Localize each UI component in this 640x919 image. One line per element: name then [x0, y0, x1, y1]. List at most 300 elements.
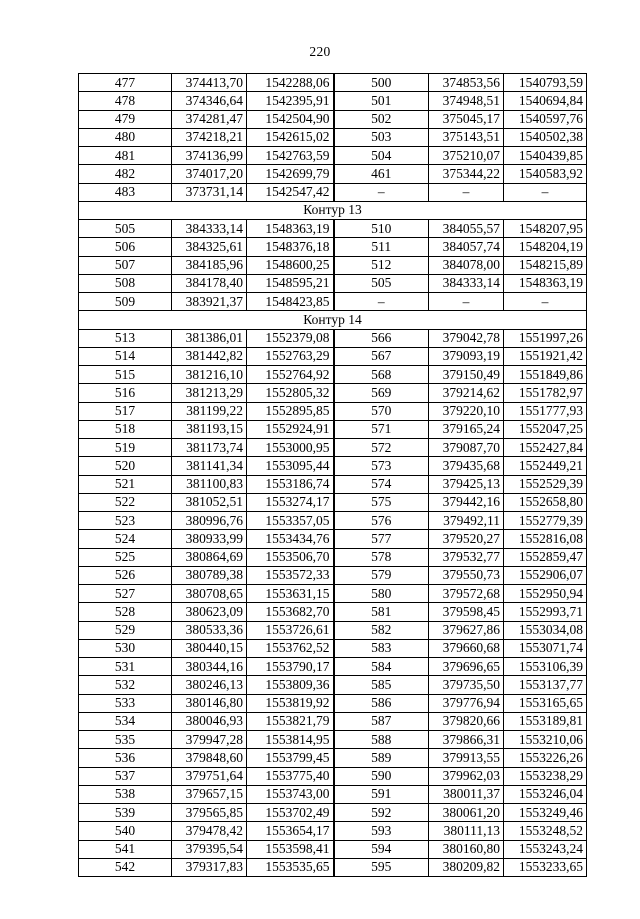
- x-coordinate-right: 379492,11: [429, 512, 504, 530]
- point-number-right: 585: [334, 676, 429, 694]
- x-coordinate-right: 379962,03: [429, 767, 504, 785]
- x-coordinate-right: 380209,82: [429, 858, 504, 876]
- point-number-right: 582: [334, 621, 429, 639]
- x-coordinate-left: 380864,69: [172, 548, 247, 566]
- table-row: [79, 840, 587, 858]
- table-row: [79, 165, 587, 183]
- point-number-right: 584: [334, 658, 429, 676]
- x-coordinate-right: 384333,14: [429, 274, 504, 292]
- point-number-right: 581: [334, 603, 429, 621]
- y-coordinate-left: 1542763,59: [247, 147, 334, 165]
- y-coordinate-left: 1552764,92: [247, 366, 334, 384]
- point-number-right: 572: [334, 439, 429, 457]
- x-coordinate-left: 374136,99: [172, 147, 247, 165]
- point-number-left: 518: [79, 420, 172, 438]
- y-coordinate-left: 1553799,45: [247, 749, 334, 767]
- table-row: [79, 785, 587, 803]
- x-coordinate-right: 379550,73: [429, 566, 504, 584]
- table-row: [79, 238, 587, 256]
- page-number: 220: [309, 44, 331, 59]
- x-coordinate-left: 380789,38: [172, 566, 247, 584]
- x-coordinate-left: 379395,54: [172, 840, 247, 858]
- y-coordinate-left: 1553274,17: [247, 493, 334, 511]
- point-number-left: 509: [79, 293, 172, 311]
- y-coordinate-left: 1542699,79: [247, 165, 334, 183]
- point-number-right: 576: [334, 512, 429, 530]
- point-number-left: 506: [79, 238, 172, 256]
- x-coordinate-right: 384078,00: [429, 256, 504, 274]
- point-number-left: 540: [79, 822, 172, 840]
- x-coordinate-left: 381100,83: [172, 475, 247, 493]
- y-coordinate-left: 1553535,65: [247, 858, 334, 876]
- y-coordinate-left: 1542288,06: [247, 74, 334, 92]
- point-number-left: 532: [79, 676, 172, 694]
- table-row: [79, 384, 587, 402]
- x-coordinate-left: 380933,99: [172, 530, 247, 548]
- point-number-left: 478: [79, 92, 172, 110]
- point-number-right: –: [334, 183, 429, 201]
- x-coordinate-right: 379820,66: [429, 712, 504, 730]
- table-row: [79, 457, 587, 475]
- x-coordinate-left: 384185,96: [172, 256, 247, 274]
- x-coordinate-left: 379947,28: [172, 731, 247, 749]
- y-coordinate-left: 1552379,08: [247, 329, 334, 347]
- y-coordinate-left: 1553726,61: [247, 621, 334, 639]
- point-number-right: –: [334, 293, 429, 311]
- table-row: [79, 658, 587, 676]
- table-row: [79, 804, 587, 822]
- x-coordinate-right: 379442,16: [429, 493, 504, 511]
- table-row: [79, 493, 587, 511]
- table-row: [79, 183, 587, 201]
- point-number-left: 535: [79, 731, 172, 749]
- x-coordinate-right: 379627,86: [429, 621, 504, 639]
- y-coordinate-right: 1552993,71: [504, 603, 587, 621]
- x-coordinate-left: 380533,36: [172, 621, 247, 639]
- x-coordinate-right: 375045,17: [429, 110, 504, 128]
- point-number-left: 505: [79, 220, 172, 238]
- x-coordinate-left: 381216,10: [172, 366, 247, 384]
- y-coordinate-left: 1542504,90: [247, 110, 334, 128]
- x-coordinate-right: 380111,13: [429, 822, 504, 840]
- coordinates-table-body: [79, 74, 587, 877]
- x-coordinate-right: 379660,68: [429, 639, 504, 657]
- point-number-left: 536: [79, 749, 172, 767]
- y-coordinate-left: 1553095,44: [247, 457, 334, 475]
- table-row: [79, 530, 587, 548]
- y-coordinate-right: 1552529,39: [504, 475, 587, 493]
- y-coordinate-right: 1551997,26: [504, 329, 587, 347]
- y-coordinate-right: 1553226,26: [504, 749, 587, 767]
- point-number-left: 527: [79, 585, 172, 603]
- point-number-left: 529: [79, 621, 172, 639]
- point-number-left: 479: [79, 110, 172, 128]
- y-coordinate-left: 1553186,74: [247, 475, 334, 493]
- y-coordinate-right: –: [504, 183, 587, 201]
- x-coordinate-right: 380011,37: [429, 785, 504, 803]
- x-coordinate-left: 380440,15: [172, 639, 247, 657]
- point-number-left: 516: [79, 384, 172, 402]
- table-row: [79, 128, 587, 146]
- point-number-left: 528: [79, 603, 172, 621]
- table-row: [79, 676, 587, 694]
- y-coordinate-right: 1540502,38: [504, 128, 587, 146]
- x-coordinate-right: 375210,07: [429, 147, 504, 165]
- table-row: [79, 420, 587, 438]
- y-coordinate-left: 1553814,95: [247, 731, 334, 749]
- table-row: [79, 147, 587, 165]
- x-coordinate-left: 384325,61: [172, 238, 247, 256]
- point-number-left: 523: [79, 512, 172, 530]
- x-coordinate-right: 379150,49: [429, 366, 504, 384]
- table-row: [79, 366, 587, 384]
- y-coordinate-right: 1553071,74: [504, 639, 587, 657]
- point-number-right: 569: [334, 384, 429, 402]
- point-number-right: 505: [334, 274, 429, 292]
- table-row: [79, 256, 587, 274]
- point-number-left: 525: [79, 548, 172, 566]
- point-number-right: 595: [334, 858, 429, 876]
- x-coordinate-right: 379435,68: [429, 457, 504, 475]
- y-coordinate-left: 1553743,00: [247, 785, 334, 803]
- table-row: [79, 347, 587, 365]
- point-number-left: 539: [79, 804, 172, 822]
- x-coordinate-right: 379532,77: [429, 548, 504, 566]
- x-coordinate-right: 375344,22: [429, 165, 504, 183]
- x-coordinate-left: 374413,70: [172, 74, 247, 92]
- table-row: [79, 767, 587, 785]
- point-number-right: 577: [334, 530, 429, 548]
- y-coordinate-left: 1553654,17: [247, 822, 334, 840]
- y-coordinate-right: 1552449,21: [504, 457, 587, 475]
- x-coordinate-right: 375143,51: [429, 128, 504, 146]
- x-coordinate-right: 379572,68: [429, 585, 504, 603]
- point-number-right: 570: [334, 402, 429, 420]
- y-coordinate-left: 1553762,52: [247, 639, 334, 657]
- y-coordinate-left: 1553775,40: [247, 767, 334, 785]
- y-coordinate-right: 1553249,46: [504, 804, 587, 822]
- y-coordinate-left: 1548363,19: [247, 220, 334, 238]
- x-coordinate-left: 379751,64: [172, 767, 247, 785]
- point-number-right: 500: [334, 74, 429, 92]
- x-coordinate-right: 379425,13: [429, 475, 504, 493]
- point-number-right: 591: [334, 785, 429, 803]
- contour-title-row: [79, 201, 587, 219]
- point-number-left: 522: [79, 493, 172, 511]
- point-number-left: 519: [79, 439, 172, 457]
- y-coordinate-left: 1553434,76: [247, 530, 334, 548]
- table-row: [79, 639, 587, 657]
- y-coordinate-right: 1552779,39: [504, 512, 587, 530]
- x-coordinate-left: 381193,15: [172, 420, 247, 438]
- point-number-right: 592: [334, 804, 429, 822]
- y-coordinate-right: 1552906,07: [504, 566, 587, 584]
- y-coordinate-right: 1553210,06: [504, 731, 587, 749]
- point-number-right: 568: [334, 366, 429, 384]
- y-coordinate-right: 1552427,84: [504, 439, 587, 457]
- point-number-left: 480: [79, 128, 172, 146]
- y-coordinate-right: 1553137,77: [504, 676, 587, 694]
- x-coordinate-left: 374281,47: [172, 110, 247, 128]
- y-coordinate-right: 1540793,59: [504, 74, 587, 92]
- y-coordinate-right: 1551777,93: [504, 402, 587, 420]
- y-coordinate-left: 1552895,85: [247, 402, 334, 420]
- point-number-left: 507: [79, 256, 172, 274]
- point-number-right: 512: [334, 256, 429, 274]
- x-coordinate-left: 380623,09: [172, 603, 247, 621]
- point-number-right: 590: [334, 767, 429, 785]
- table-row: [79, 858, 587, 876]
- point-number-right: 566: [334, 329, 429, 347]
- table-row: [79, 512, 587, 530]
- y-coordinate-right: 1553243,24: [504, 840, 587, 858]
- y-coordinate-right: 1552859,47: [504, 548, 587, 566]
- y-coordinate-right: 1540597,76: [504, 110, 587, 128]
- x-coordinate-left: 381442,82: [172, 347, 247, 365]
- x-coordinate-left: 379848,60: [172, 749, 247, 767]
- table-row: [79, 110, 587, 128]
- x-coordinate-left: 381173,74: [172, 439, 247, 457]
- x-coordinate-right: 379087,70: [429, 439, 504, 457]
- y-coordinate-left: 1553819,92: [247, 694, 334, 712]
- y-coordinate-left: 1542615,02: [247, 128, 334, 146]
- point-number-right: 593: [334, 822, 429, 840]
- point-number-left: 534: [79, 712, 172, 730]
- x-coordinate-left: 380046,93: [172, 712, 247, 730]
- y-coordinate-left: 1542547,42: [247, 183, 334, 201]
- x-coordinate-left: 381213,29: [172, 384, 247, 402]
- y-coordinate-right: 1551849,86: [504, 366, 587, 384]
- x-coordinate-right: 379913,55: [429, 749, 504, 767]
- point-number-left: 482: [79, 165, 172, 183]
- point-number-right: 580: [334, 585, 429, 603]
- y-coordinate-right: 1548204,19: [504, 238, 587, 256]
- table-row: [79, 731, 587, 749]
- point-number-left: 477: [79, 74, 172, 92]
- point-number-left: 514: [79, 347, 172, 365]
- x-coordinate-right: 374948,51: [429, 92, 504, 110]
- x-coordinate-left: 380246,13: [172, 676, 247, 694]
- y-coordinate-right: 1553034,08: [504, 621, 587, 639]
- y-coordinate-right: 1553106,39: [504, 658, 587, 676]
- y-coordinate-right: 1540694,84: [504, 92, 587, 110]
- x-coordinate-right: 379093,19: [429, 347, 504, 365]
- point-number-right: 510: [334, 220, 429, 238]
- point-number-right: 571: [334, 420, 429, 438]
- table-row: [79, 92, 587, 110]
- point-number-right: 567: [334, 347, 429, 365]
- x-coordinate-left: 381141,34: [172, 457, 247, 475]
- y-coordinate-left: 1552763,29: [247, 347, 334, 365]
- table-row: [79, 548, 587, 566]
- x-coordinate-left: 379478,42: [172, 822, 247, 840]
- point-number-right: 583: [334, 639, 429, 657]
- x-coordinate-right: 379165,24: [429, 420, 504, 438]
- x-coordinate-right: 379776,94: [429, 694, 504, 712]
- y-coordinate-right: 1552950,94: [504, 585, 587, 603]
- y-coordinate-right: 1551921,42: [504, 347, 587, 365]
- point-number-left: 513: [79, 329, 172, 347]
- table-row: [79, 585, 587, 603]
- y-coordinate-left: 1548376,18: [247, 238, 334, 256]
- x-coordinate-right: 380160,80: [429, 840, 504, 858]
- x-coordinate-left: 374017,20: [172, 165, 247, 183]
- y-coordinate-left: 1548595,21: [247, 274, 334, 292]
- y-coordinate-left: 1553790,17: [247, 658, 334, 676]
- x-coordinate-left: 380344,16: [172, 658, 247, 676]
- point-number-right: 588: [334, 731, 429, 749]
- y-coordinate-right: 1553248,52: [504, 822, 587, 840]
- x-coordinate-right: 379520,27: [429, 530, 504, 548]
- point-number-left: 508: [79, 274, 172, 292]
- x-coordinate-right: 384057,74: [429, 238, 504, 256]
- table-row: [79, 402, 587, 420]
- point-number-left: 520: [79, 457, 172, 475]
- point-number-right: 586: [334, 694, 429, 712]
- y-coordinate-right: 1548215,89: [504, 256, 587, 274]
- table-row: [79, 749, 587, 767]
- x-coordinate-left: 380996,76: [172, 512, 247, 530]
- contour-title: Контур 14: [79, 311, 587, 329]
- x-coordinate-right: 379220,10: [429, 402, 504, 420]
- point-number-left: 542: [79, 858, 172, 876]
- point-number-left: 526: [79, 566, 172, 584]
- x-coordinate-left: 381052,51: [172, 493, 247, 511]
- y-coordinate-right: 1552816,08: [504, 530, 587, 548]
- y-coordinate-left: 1553506,70: [247, 548, 334, 566]
- point-number-right: 574: [334, 475, 429, 493]
- table-row: [79, 712, 587, 730]
- table-row: [79, 694, 587, 712]
- x-coordinate-right: –: [429, 293, 504, 311]
- y-coordinate-right: 1540439,85: [504, 147, 587, 165]
- x-coordinate-right: 379735,50: [429, 676, 504, 694]
- point-number-right: 578: [334, 548, 429, 566]
- x-coordinate-right: 379042,78: [429, 329, 504, 347]
- y-coordinate-right: 1548363,19: [504, 274, 587, 292]
- table-row: [79, 439, 587, 457]
- x-coordinate-right: 379866,31: [429, 731, 504, 749]
- point-number-left: 538: [79, 785, 172, 803]
- y-coordinate-right: 1553246,04: [504, 785, 587, 803]
- x-coordinate-right: –: [429, 183, 504, 201]
- point-number-left: 537: [79, 767, 172, 785]
- point-number-left: 531: [79, 658, 172, 676]
- x-coordinate-left: 374218,21: [172, 128, 247, 146]
- x-coordinate-right: 379598,45: [429, 603, 504, 621]
- y-coordinate-left: 1553000,95: [247, 439, 334, 457]
- point-number-left: 524: [79, 530, 172, 548]
- x-coordinate-left: 379657,15: [172, 785, 247, 803]
- x-coordinate-left: 380146,80: [172, 694, 247, 712]
- y-coordinate-right: 1553233,65: [504, 858, 587, 876]
- y-coordinate-right: 1540583,92: [504, 165, 587, 183]
- contour-title-row: [79, 311, 587, 329]
- y-coordinate-left: 1548423,85: [247, 293, 334, 311]
- contour-title: Контур 13: [79, 201, 587, 219]
- x-coordinate-right: 374853,56: [429, 74, 504, 92]
- point-number-left: 481: [79, 147, 172, 165]
- y-coordinate-right: 1553238,29: [504, 767, 587, 785]
- table-row: [79, 220, 587, 238]
- y-coordinate-left: 1548600,25: [247, 256, 334, 274]
- point-number-left: 483: [79, 183, 172, 201]
- y-coordinate-left: 1552924,91: [247, 420, 334, 438]
- table-row: [79, 822, 587, 840]
- y-coordinate-right: 1553165,65: [504, 694, 587, 712]
- y-coordinate-left: 1553631,15: [247, 585, 334, 603]
- point-number-right: 501: [334, 92, 429, 110]
- x-coordinate-right: 379696,65: [429, 658, 504, 676]
- y-coordinate-left: 1553598,41: [247, 840, 334, 858]
- x-coordinate-left: 381199,22: [172, 402, 247, 420]
- table-row: [79, 566, 587, 584]
- point-number-right: 502: [334, 110, 429, 128]
- y-coordinate-right: 1548207,95: [504, 220, 587, 238]
- y-coordinate-left: 1553809,36: [247, 676, 334, 694]
- x-coordinate-left: 383921,37: [172, 293, 247, 311]
- point-number-right: 504: [334, 147, 429, 165]
- y-coordinate-right: 1553189,81: [504, 712, 587, 730]
- point-number-left: 530: [79, 639, 172, 657]
- point-number-right: 461: [334, 165, 429, 183]
- x-coordinate-left: 374346,64: [172, 92, 247, 110]
- point-number-right: 587: [334, 712, 429, 730]
- x-coordinate-left: 384333,14: [172, 220, 247, 238]
- point-number-left: 541: [79, 840, 172, 858]
- y-coordinate-left: 1553357,05: [247, 512, 334, 530]
- table-row: [79, 621, 587, 639]
- y-coordinate-right: 1552047,25: [504, 420, 587, 438]
- x-coordinate-left: 379317,83: [172, 858, 247, 876]
- y-coordinate-left: 1553821,79: [247, 712, 334, 730]
- table-row: [79, 329, 587, 347]
- point-number-right: 511: [334, 238, 429, 256]
- y-coordinate-right: 1551782,97: [504, 384, 587, 402]
- point-number-right: 589: [334, 749, 429, 767]
- x-coordinate-left: 379565,85: [172, 804, 247, 822]
- point-number-right: 575: [334, 493, 429, 511]
- table-row: [79, 74, 587, 92]
- y-coordinate-left: 1542395,91: [247, 92, 334, 110]
- coordinates-table: [78, 73, 587, 877]
- y-coordinate-right: –: [504, 293, 587, 311]
- x-coordinate-right: 384055,57: [429, 220, 504, 238]
- y-coordinate-left: 1553572,33: [247, 566, 334, 584]
- table-row: [79, 475, 587, 493]
- x-coordinate-left: 373731,14: [172, 183, 247, 201]
- point-number-left: 533: [79, 694, 172, 712]
- point-number-left: 521: [79, 475, 172, 493]
- x-coordinate-left: 384178,40: [172, 274, 247, 292]
- point-number-right: 503: [334, 128, 429, 146]
- x-coordinate-right: 380061,20: [429, 804, 504, 822]
- table-row: [79, 274, 587, 292]
- y-coordinate-left: 1552805,32: [247, 384, 334, 402]
- table-row: [79, 603, 587, 621]
- y-coordinate-right: 1552658,80: [504, 493, 587, 511]
- x-coordinate-left: 380708,65: [172, 585, 247, 603]
- table-row: [79, 293, 587, 311]
- x-coordinate-right: 379214,62: [429, 384, 504, 402]
- y-coordinate-left: 1553682,70: [247, 603, 334, 621]
- point-number-right: 579: [334, 566, 429, 584]
- point-number-left: 515: [79, 366, 172, 384]
- point-number-right: 594: [334, 840, 429, 858]
- y-coordinate-left: 1553702,49: [247, 804, 334, 822]
- point-number-right: 573: [334, 457, 429, 475]
- x-coordinate-left: 381386,01: [172, 329, 247, 347]
